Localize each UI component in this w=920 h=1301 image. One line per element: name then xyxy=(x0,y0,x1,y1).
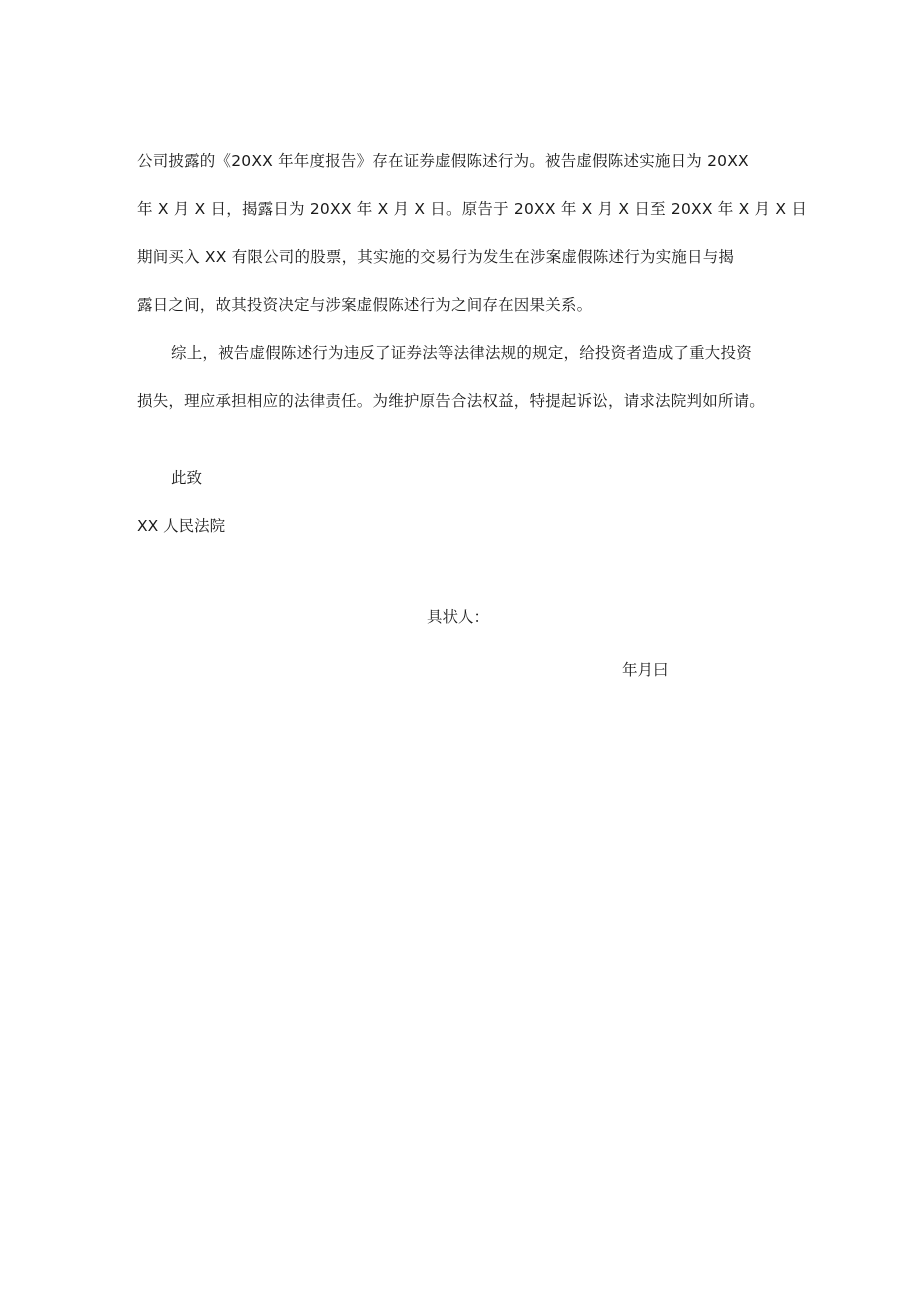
salutation: 此致 xyxy=(171,469,203,487)
paragraph-line: 露日之间，故其投资决定与涉案虚假陈述行为之间存在因果关系。 xyxy=(137,296,593,314)
paragraph-line: 损失，理应承担相应的法律责任。为维护原告合法权益，特提起诉讼，请求法院判如所请。 xyxy=(137,392,766,410)
date-label: 年月曰 xyxy=(622,661,669,679)
plaintiff-signature-label: 具状人： xyxy=(427,608,490,626)
document-body xyxy=(137,137,808,425)
paragraph-line: 公司披露的《20XX 年年度报告》存在证券虚假陈述行为。被告虚假陈述实施日为 20XX xyxy=(137,152,749,170)
court-name: XX 人民法院 xyxy=(137,517,226,535)
paragraph-line: 综上，被告虚假陈述行为违反了证券法等法律法规的规定，给投资者造成了重大投资 xyxy=(171,344,752,362)
paragraph-line: 期间买入 XX 有限公司的股票，其实施的交易行为发生在涉案虚假陈述行为实施日与揭 xyxy=(137,248,735,266)
paragraph-line: 年 X 月 X 日，揭露日为 20XX 年 X 月 X 日。原告于 20XX 年 X 月 X 日至 20XX 年 X 月 X 日 xyxy=(137,200,808,218)
